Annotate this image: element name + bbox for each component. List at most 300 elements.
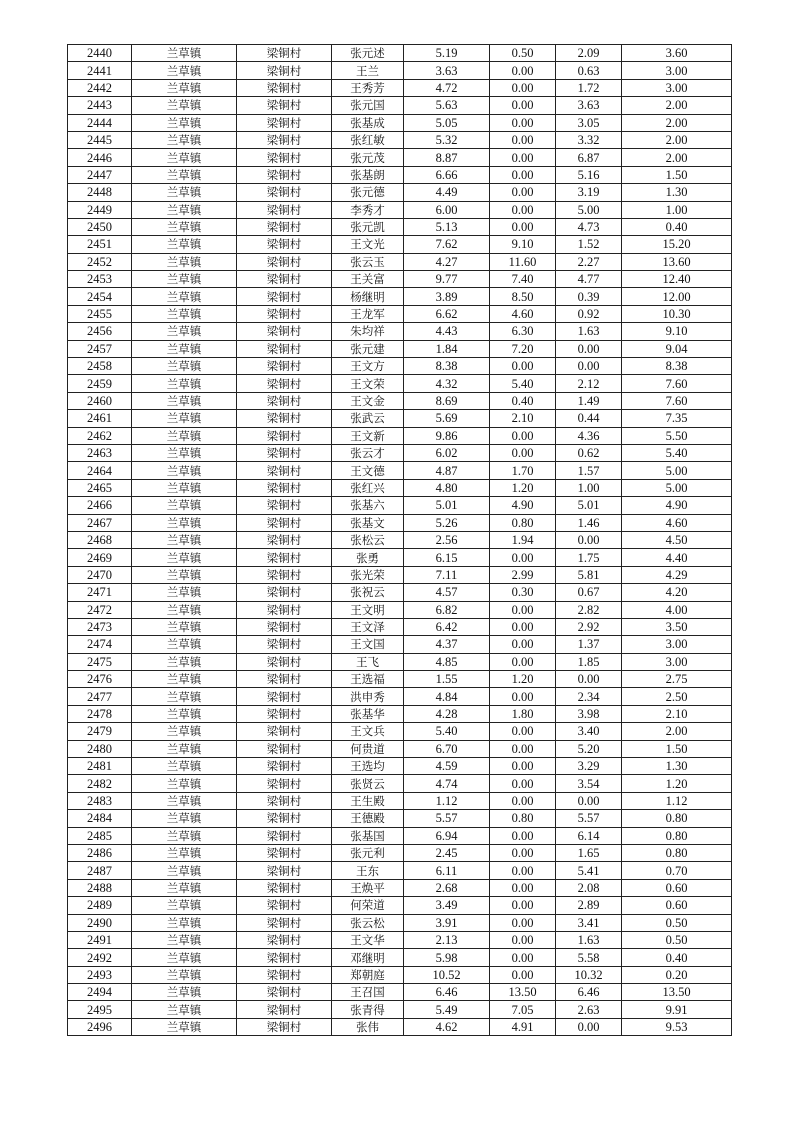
town-cell: 兰草镇	[132, 949, 237, 966]
table-row	[68, 705, 732, 722]
value-4-cell: 4.40	[622, 549, 732, 566]
row-id-cell: 2471	[68, 584, 132, 601]
value-4-cell: 2.00	[622, 149, 732, 166]
village-cell: 梁铜村	[237, 827, 332, 844]
value-4-cell: 1.50	[622, 166, 732, 183]
value-1-cell: 5.26	[404, 514, 490, 531]
value-4-cell: 3.00	[622, 636, 732, 653]
row-id-cell: 2481	[68, 758, 132, 775]
person-name-cell: 张基成	[332, 114, 404, 131]
value-1-cell: 5.63	[404, 97, 490, 114]
value-2-cell: 8.50	[490, 288, 556, 305]
table-row	[68, 897, 732, 914]
village-cell: 梁铜村	[237, 531, 332, 548]
value-4-cell: 3.00	[622, 62, 732, 79]
value-1-cell: 5.98	[404, 949, 490, 966]
value-3-cell: 6.87	[556, 149, 622, 166]
town-cell: 兰草镇	[132, 723, 237, 740]
value-1-cell: 3.91	[404, 914, 490, 931]
table-row	[68, 740, 732, 757]
value-3-cell: 1.52	[556, 236, 622, 253]
town-cell: 兰草镇	[132, 358, 237, 375]
town-cell: 兰草镇	[132, 375, 237, 392]
value-2-cell: 0.00	[490, 862, 556, 879]
town-cell: 兰草镇	[132, 966, 237, 983]
value-3-cell: 3.41	[556, 914, 622, 931]
value-1-cell: 7.11	[404, 566, 490, 583]
person-name-cell: 张武云	[332, 410, 404, 427]
table-row	[68, 671, 732, 688]
town-cell: 兰草镇	[132, 601, 237, 618]
value-1-cell: 5.05	[404, 114, 490, 131]
value-3-cell: 5.41	[556, 862, 622, 879]
town-cell: 兰草镇	[132, 462, 237, 479]
value-3-cell: 5.00	[556, 201, 622, 218]
value-2-cell: 0.00	[490, 427, 556, 444]
value-3-cell: 0.67	[556, 584, 622, 601]
person-name-cell: 张松云	[332, 531, 404, 548]
value-3-cell: 5.57	[556, 810, 622, 827]
value-1-cell: 6.15	[404, 549, 490, 566]
town-cell: 兰草镇	[132, 566, 237, 583]
person-name-cell: 王选均	[332, 758, 404, 775]
value-1-cell: 1.12	[404, 792, 490, 809]
value-1-cell: 4.62	[404, 1018, 490, 1035]
value-3-cell: 0.62	[556, 444, 622, 461]
value-2-cell: 4.60	[490, 305, 556, 322]
value-3-cell: 1.63	[556, 931, 622, 948]
value-2-cell: 9.10	[490, 236, 556, 253]
village-cell: 梁铜村	[237, 131, 332, 148]
person-name-cell: 张红兴	[332, 479, 404, 496]
row-id-cell: 2450	[68, 218, 132, 235]
village-cell: 梁铜村	[237, 862, 332, 879]
person-name-cell: 王文国	[332, 636, 404, 653]
person-name-cell: 王文光	[332, 236, 404, 253]
value-3-cell: 2.09	[556, 45, 622, 62]
person-name-cell: 王德殿	[332, 810, 404, 827]
value-2-cell: 0.00	[490, 740, 556, 757]
value-4-cell: 9.10	[622, 323, 732, 340]
value-1-cell: 5.40	[404, 723, 490, 740]
value-1-cell: 6.82	[404, 601, 490, 618]
village-cell: 梁铜村	[237, 184, 332, 201]
table-row	[68, 879, 732, 896]
town-cell: 兰草镇	[132, 879, 237, 896]
table-row	[68, 444, 732, 461]
row-id-cell: 2489	[68, 897, 132, 914]
value-3-cell: 0.92	[556, 305, 622, 322]
value-4-cell: 1.30	[622, 184, 732, 201]
row-id-cell: 2467	[68, 514, 132, 531]
person-name-cell: 张云玉	[332, 253, 404, 270]
town-cell: 兰草镇	[132, 671, 237, 688]
person-name-cell: 王文明	[332, 601, 404, 618]
table-row	[68, 584, 732, 601]
row-id-cell: 2475	[68, 653, 132, 670]
town-cell: 兰草镇	[132, 323, 237, 340]
village-cell: 梁铜村	[237, 566, 332, 583]
person-name-cell: 王飞	[332, 653, 404, 670]
table-row	[68, 427, 732, 444]
person-name-cell: 何荣道	[332, 897, 404, 914]
village-cell: 梁铜村	[237, 479, 332, 496]
row-id-cell: 2466	[68, 497, 132, 514]
village-cell: 梁铜村	[237, 549, 332, 566]
person-name-cell: 张基六	[332, 497, 404, 514]
value-2-cell: 0.00	[490, 149, 556, 166]
town-cell: 兰草镇	[132, 740, 237, 757]
value-2-cell: 0.00	[490, 114, 556, 131]
value-2-cell: 0.00	[490, 358, 556, 375]
value-2-cell: 0.00	[490, 949, 556, 966]
value-4-cell: 13.60	[622, 253, 732, 270]
value-3-cell: 1.57	[556, 462, 622, 479]
value-4-cell: 8.38	[622, 358, 732, 375]
person-name-cell: 王文新	[332, 427, 404, 444]
table-row	[68, 62, 732, 79]
village-cell: 梁铜村	[237, 671, 332, 688]
value-2-cell: 0.00	[490, 201, 556, 218]
row-id-cell: 2452	[68, 253, 132, 270]
town-cell: 兰草镇	[132, 62, 237, 79]
village-cell: 梁铜村	[237, 323, 332, 340]
person-name-cell: 张元德	[332, 184, 404, 201]
table-row	[68, 984, 732, 1001]
table-row	[68, 166, 732, 183]
town-cell: 兰草镇	[132, 131, 237, 148]
value-3-cell: 3.19	[556, 184, 622, 201]
value-3-cell: 2.89	[556, 897, 622, 914]
value-4-cell: 5.00	[622, 479, 732, 496]
table-row	[68, 114, 732, 131]
row-id-cell: 2449	[68, 201, 132, 218]
value-1-cell: 6.11	[404, 862, 490, 879]
table-row	[68, 305, 732, 322]
value-4-cell: 5.40	[622, 444, 732, 461]
row-id-cell: 2464	[68, 462, 132, 479]
row-id-cell: 2460	[68, 392, 132, 409]
value-2-cell: 0.00	[490, 966, 556, 983]
row-id-cell: 2451	[68, 236, 132, 253]
town-cell: 兰草镇	[132, 479, 237, 496]
value-4-cell: 0.40	[622, 949, 732, 966]
value-2-cell: 0.00	[490, 844, 556, 861]
row-id-cell: 2477	[68, 688, 132, 705]
village-cell: 梁铜村	[237, 688, 332, 705]
row-id-cell: 2459	[68, 375, 132, 392]
table-row	[68, 1001, 732, 1018]
town-cell: 兰草镇	[132, 288, 237, 305]
row-id-cell: 2458	[68, 358, 132, 375]
value-4-cell: 0.80	[622, 844, 732, 861]
village-cell: 梁铜村	[237, 966, 332, 983]
value-4-cell: 2.50	[622, 688, 732, 705]
value-3-cell: 0.00	[556, 531, 622, 548]
town-cell: 兰草镇	[132, 45, 237, 62]
value-4-cell: 12.00	[622, 288, 732, 305]
value-1-cell: 6.00	[404, 201, 490, 218]
person-name-cell: 邓继明	[332, 949, 404, 966]
value-4-cell: 2.00	[622, 131, 732, 148]
table-row	[68, 914, 732, 931]
value-3-cell: 4.36	[556, 427, 622, 444]
row-id-cell: 2469	[68, 549, 132, 566]
value-3-cell: 3.63	[556, 97, 622, 114]
table-row	[68, 810, 732, 827]
value-4-cell: 10.30	[622, 305, 732, 322]
village-cell: 梁铜村	[237, 584, 332, 601]
value-2-cell: 0.80	[490, 514, 556, 531]
value-2-cell: 13.50	[490, 984, 556, 1001]
person-name-cell: 王文德	[332, 462, 404, 479]
value-2-cell: 0.00	[490, 636, 556, 653]
village-cell: 梁铜村	[237, 375, 332, 392]
value-3-cell: 0.44	[556, 410, 622, 427]
table-row	[68, 149, 732, 166]
table-row	[68, 566, 732, 583]
value-4-cell: 0.80	[622, 827, 732, 844]
row-id-cell: 2454	[68, 288, 132, 305]
value-2-cell: 0.50	[490, 45, 556, 62]
row-id-cell: 2478	[68, 705, 132, 722]
row-id-cell: 2486	[68, 844, 132, 861]
person-name-cell: 何贵道	[332, 740, 404, 757]
village-cell: 梁铜村	[237, 218, 332, 235]
table-row	[68, 653, 732, 670]
value-1-cell: 6.66	[404, 166, 490, 183]
value-2-cell: 0.00	[490, 758, 556, 775]
village-cell: 梁铜村	[237, 166, 332, 183]
village-cell: 梁铜村	[237, 271, 332, 288]
table-row	[68, 479, 732, 496]
village-cell: 梁铜村	[237, 897, 332, 914]
value-1-cell: 4.57	[404, 584, 490, 601]
person-name-cell: 王文金	[332, 392, 404, 409]
value-3-cell: 3.40	[556, 723, 622, 740]
row-id-cell: 2480	[68, 740, 132, 757]
person-name-cell: 张元建	[332, 340, 404, 357]
town-cell: 兰草镇	[132, 1018, 237, 1035]
village-cell: 梁铜村	[237, 340, 332, 357]
value-3-cell: 3.29	[556, 758, 622, 775]
row-id-cell: 2462	[68, 427, 132, 444]
town-cell: 兰草镇	[132, 984, 237, 1001]
village-cell: 梁铜村	[237, 758, 332, 775]
value-1-cell: 5.32	[404, 131, 490, 148]
row-id-cell: 2484	[68, 810, 132, 827]
value-3-cell: 0.00	[556, 792, 622, 809]
value-3-cell: 0.63	[556, 62, 622, 79]
value-3-cell: 1.37	[556, 636, 622, 653]
village-cell: 梁铜村	[237, 705, 332, 722]
value-4-cell: 13.50	[622, 984, 732, 1001]
village-cell: 梁铜村	[237, 410, 332, 427]
row-id-cell: 2461	[68, 410, 132, 427]
value-1-cell: 2.56	[404, 531, 490, 548]
town-cell: 兰草镇	[132, 236, 237, 253]
village-cell: 梁铜村	[237, 497, 332, 514]
value-1-cell: 4.49	[404, 184, 490, 201]
value-2-cell: 7.40	[490, 271, 556, 288]
person-name-cell: 张元凯	[332, 218, 404, 235]
row-id-cell: 2442	[68, 79, 132, 96]
village-cell: 梁铜村	[237, 1001, 332, 1018]
table-row	[68, 844, 732, 861]
value-1-cell: 1.84	[404, 340, 490, 357]
value-3-cell: 1.00	[556, 479, 622, 496]
row-id-cell: 2487	[68, 862, 132, 879]
person-name-cell: 张红敏	[332, 131, 404, 148]
value-3-cell: 3.98	[556, 705, 622, 722]
town-cell: 兰草镇	[132, 427, 237, 444]
village-cell: 梁铜村	[237, 45, 332, 62]
town-cell: 兰草镇	[132, 271, 237, 288]
town-cell: 兰草镇	[132, 1001, 237, 1018]
value-3-cell: 3.54	[556, 775, 622, 792]
row-id-cell: 2493	[68, 966, 132, 983]
person-name-cell: 王文荣	[332, 375, 404, 392]
value-4-cell: 3.00	[622, 79, 732, 96]
value-4-cell: 15.20	[622, 236, 732, 253]
value-1-cell: 6.70	[404, 740, 490, 757]
value-1-cell: 2.13	[404, 931, 490, 948]
value-1-cell: 8.38	[404, 358, 490, 375]
person-name-cell: 王龙军	[332, 305, 404, 322]
town-cell: 兰草镇	[132, 184, 237, 201]
person-name-cell: 张元述	[332, 45, 404, 62]
value-2-cell: 2.10	[490, 410, 556, 427]
person-name-cell: 张云才	[332, 444, 404, 461]
village-cell: 梁铜村	[237, 792, 332, 809]
value-3-cell: 5.16	[556, 166, 622, 183]
town-cell: 兰草镇	[132, 931, 237, 948]
town-cell: 兰草镇	[132, 392, 237, 409]
value-2-cell: 0.80	[490, 810, 556, 827]
value-1-cell: 3.49	[404, 897, 490, 914]
table-row	[68, 931, 732, 948]
value-3-cell: 0.00	[556, 671, 622, 688]
town-cell: 兰草镇	[132, 514, 237, 531]
value-2-cell: 0.00	[490, 166, 556, 183]
town-cell: 兰草镇	[132, 688, 237, 705]
village-cell: 梁铜村	[237, 427, 332, 444]
table-row	[68, 758, 732, 775]
person-name-cell: 王生殿	[332, 792, 404, 809]
person-name-cell: 张贤云	[332, 775, 404, 792]
village-cell: 梁铜村	[237, 444, 332, 461]
value-2-cell: 1.94	[490, 531, 556, 548]
value-3-cell: 1.49	[556, 392, 622, 409]
person-name-cell: 王文泽	[332, 618, 404, 635]
row-id-cell: 2496	[68, 1018, 132, 1035]
value-2-cell: 5.40	[490, 375, 556, 392]
value-4-cell: 4.50	[622, 531, 732, 548]
village-cell: 梁铜村	[237, 618, 332, 635]
value-3-cell: 3.05	[556, 114, 622, 131]
value-1-cell: 6.02	[404, 444, 490, 461]
value-4-cell: 3.60	[622, 45, 732, 62]
table-row	[68, 966, 732, 983]
town-cell: 兰草镇	[132, 549, 237, 566]
value-3-cell: 1.63	[556, 323, 622, 340]
town-cell: 兰草镇	[132, 653, 237, 670]
value-4-cell: 5.50	[622, 427, 732, 444]
table-row	[68, 218, 732, 235]
village-cell: 梁铜村	[237, 62, 332, 79]
row-id-cell: 2448	[68, 184, 132, 201]
table-row	[68, 358, 732, 375]
value-4-cell: 1.12	[622, 792, 732, 809]
value-2-cell: 0.00	[490, 618, 556, 635]
person-name-cell: 张基国	[332, 827, 404, 844]
value-3-cell: 5.58	[556, 949, 622, 966]
value-2-cell: 0.00	[490, 218, 556, 235]
town-cell: 兰草镇	[132, 253, 237, 270]
row-id-cell: 2483	[68, 792, 132, 809]
value-1-cell: 3.89	[404, 288, 490, 305]
value-4-cell: 1.20	[622, 775, 732, 792]
table-body	[68, 45, 732, 1036]
value-1-cell: 5.57	[404, 810, 490, 827]
town-cell: 兰草镇	[132, 636, 237, 653]
village-cell: 梁铜村	[237, 949, 332, 966]
person-name-cell: 王焕平	[332, 879, 404, 896]
table-row	[68, 410, 732, 427]
table-row	[68, 949, 732, 966]
value-2-cell: 0.00	[490, 688, 556, 705]
value-3-cell: 0.00	[556, 358, 622, 375]
village-cell: 梁铜村	[237, 601, 332, 618]
value-1-cell: 9.77	[404, 271, 490, 288]
row-id-cell: 2443	[68, 97, 132, 114]
village-cell: 梁铜村	[237, 844, 332, 861]
value-4-cell: 9.53	[622, 1018, 732, 1035]
table-row	[68, 723, 732, 740]
value-3-cell: 1.72	[556, 79, 622, 96]
value-1-cell: 4.28	[404, 705, 490, 722]
table-row	[68, 792, 732, 809]
value-4-cell: 0.40	[622, 218, 732, 235]
village-cell: 梁铜村	[237, 740, 332, 757]
value-4-cell: 3.00	[622, 653, 732, 670]
row-id-cell: 2455	[68, 305, 132, 322]
person-name-cell: 杨继明	[332, 288, 404, 305]
village-cell: 梁铜村	[237, 305, 332, 322]
town-cell: 兰草镇	[132, 705, 237, 722]
value-4-cell: 9.91	[622, 1001, 732, 1018]
person-name-cell: 张云松	[332, 914, 404, 931]
village-cell: 梁铜村	[237, 79, 332, 96]
village-cell: 梁铜村	[237, 1018, 332, 1035]
value-1-cell: 2.45	[404, 844, 490, 861]
value-3-cell: 1.46	[556, 514, 622, 531]
village-cell: 梁铜村	[237, 879, 332, 896]
table-row	[68, 392, 732, 409]
value-2-cell: 7.05	[490, 1001, 556, 1018]
value-3-cell: 0.39	[556, 288, 622, 305]
town-cell: 兰草镇	[132, 584, 237, 601]
village-cell: 梁铜村	[237, 514, 332, 531]
value-1-cell: 4.37	[404, 636, 490, 653]
value-2-cell: 0.00	[490, 723, 556, 740]
person-name-cell: 张元茂	[332, 149, 404, 166]
town-cell: 兰草镇	[132, 914, 237, 931]
value-4-cell: 3.50	[622, 618, 732, 635]
village-cell: 梁铜村	[237, 984, 332, 1001]
row-id-cell: 2470	[68, 566, 132, 583]
person-name-cell: 王兰	[332, 62, 404, 79]
